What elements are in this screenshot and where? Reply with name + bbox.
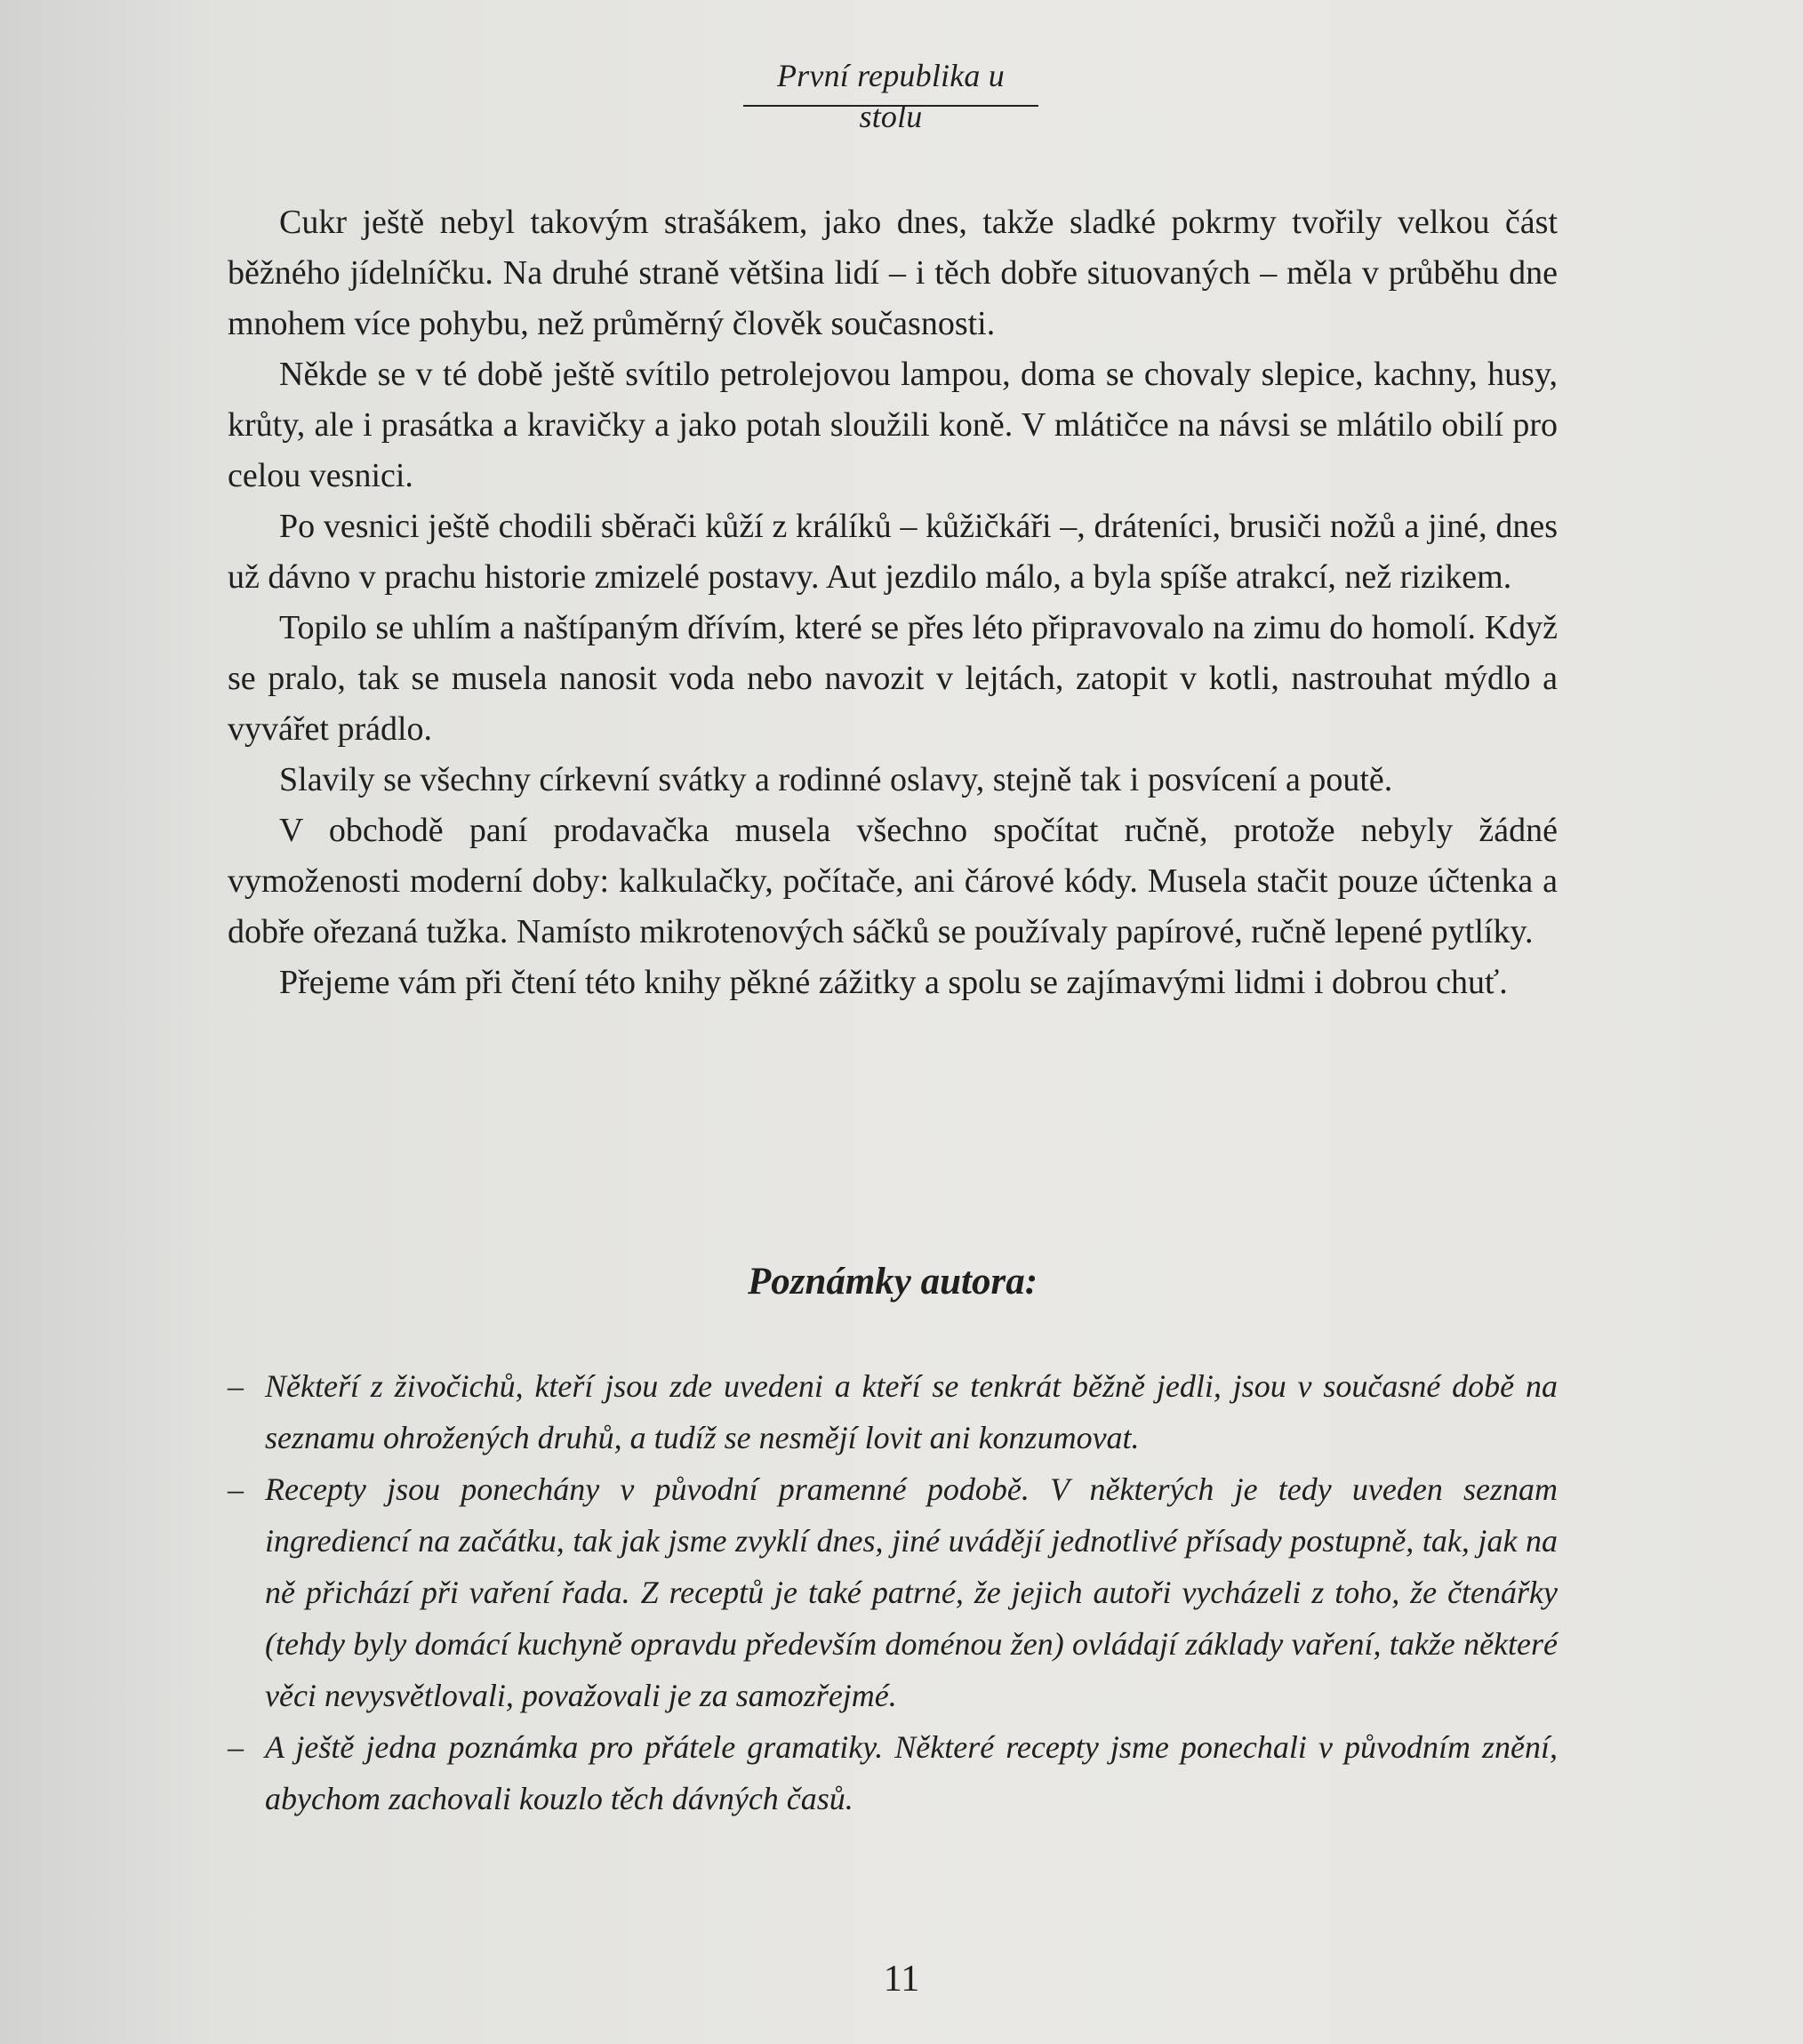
note-text: A ještě jedna poznámka pro přátele gramatiky. Některé recepty jsme ponechali v původním znění, abychom zachovali kouzlo těch dávných časů. — [265, 1729, 1558, 1816]
paragraph: Cukr ještě nebyl takovým strašákem, jako dnes, takže sladké pokrmy tvořily velkou část běžného jídelníčku. Na druhé straně většina lidí – i těch dobře situovaných – měla v průběhu dne mnohem více pohybu, než průměrný člověk současnosti. — [228, 204, 1558, 342]
paragraph: V obchodě paní prodavačka musela všechno spočítat ručně, protože nebyly žádné vymoženosti moderní doby: kalkulačky, počítače, ani čárové kódy. Musela stačit pouze účtenka a dobře ořezaná tužka. Namísto mikrotenových sáčků se používaly papírové, ručně lepené pytlíky. — [228, 812, 1558, 950]
header-rule — [743, 105, 1038, 107]
note-item — [228, 1360, 1558, 1463]
page-number: 11 — [883, 1959, 920, 2000]
dash-marker: – — [228, 1729, 244, 1765]
paragraph: Někde se v té době ještě svítilo petrolejovou lampou, doma se chovaly slepice, kachny, husy, krůty, ale i prasátka a kravičky a jako potah sloužili koně. V mlátičce na návsi se mlátilo obilí pro celou vesnici. — [228, 356, 1558, 494]
notes-heading: Poznámky autora: — [747, 1261, 1038, 1303]
running-header: První republika u stolu — [776, 58, 1005, 134]
paragraph: Přejeme vám při čtení této knihy pěkné zážitky a spolu se zajímavými lidmi i dobrou chuť. — [279, 964, 1508, 1001]
dash-marker: – — [228, 1471, 244, 1507]
dash-marker: – — [228, 1368, 244, 1404]
note-text: Recepty jsou ponechány v původní pramenné podobě. V některých je tedy uveden seznam ingrediencí na začátku, tak jak jsme zvyklí dnes, jiné uvádějí jednotlivé přísady postupně, tak, jak na ně přichází při vaření řada. Z receptů je také patrné, že jejich autoři vycházeli z toho, že čtenářky (tehdy byly domácí kuchyně opravdu především doménou žen) ovládají základy vaření, takže některé věci nevysvětlovali, považovali je za samozřejmé. — [265, 1471, 1558, 1713]
note-item — [228, 1463, 1558, 1721]
note-item — [228, 1721, 1558, 1824]
paragraph: Po vesnici ještě chodili sběrači kůží z králíků – kůžičkáři –, dráteníci, brusiči nožů a jiné, dnes už dávno v prachu historie zmizelé postavy. Aut jezdilo málo, a byla spíše atrakcí, než rizikem. — [228, 508, 1558, 596]
paragraph: Topilo se uhlím a naštípaným dřívím, které se přes léto připravovalo na zimu do homolí. Když se pralo, tak se musela nanosit voda nebo navozit v lejtách, zatopit v kotli, nastrouhat mýdlo a vyvářet prádlo. — [228, 609, 1558, 748]
note-text: Někteří z živočichů, kteří jsou zde uvedeni a kteří se tenkrát běžně jedli, jsou v současné době na seznamu ohrožených druhů, a tudíž se nesmějí lovit ani konzumovat. — [265, 1368, 1558, 1455]
author-notes-list — [228, 1360, 1558, 1824]
body-text — [228, 197, 1558, 1008]
paragraph: Slavily se všechny církevní svátky a rodinné oslavy, stejně tak i posvícení a poutě. — [279, 761, 1393, 798]
